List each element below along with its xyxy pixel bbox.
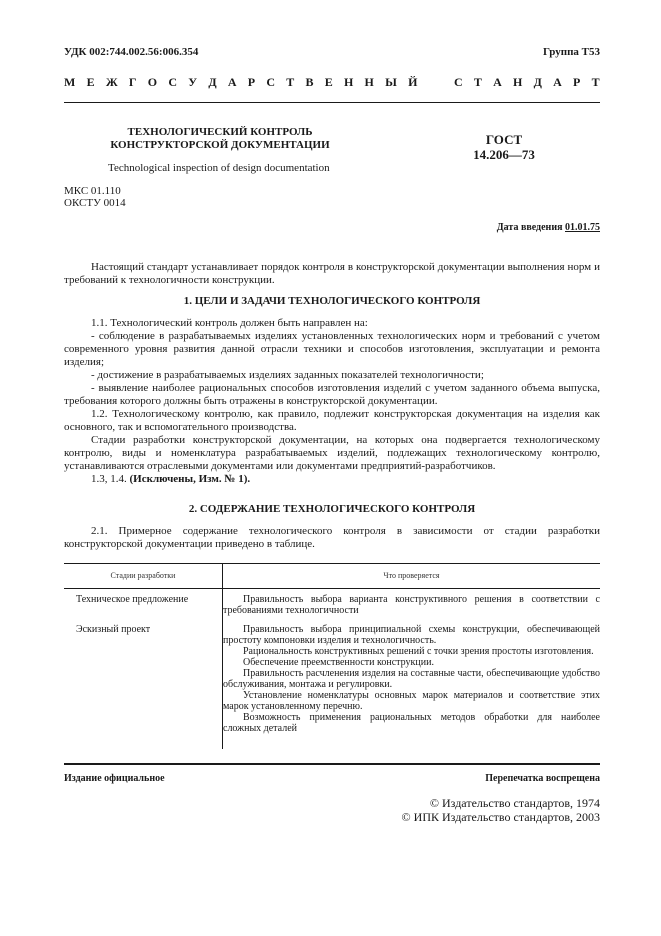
section-1-title: 1. ЦЕЛИ И ЗАДАЧИ ТЕХНОЛОГИЧЕСКОГО КОНТРОЛЯ bbox=[183, 295, 481, 307]
banner-letter: А bbox=[553, 75, 562, 89]
table-header-stage: Стадии разработки bbox=[110, 571, 176, 580]
banner-letter: С bbox=[266, 75, 275, 89]
check-item: Рациональность конструктивных решений с точки зрения простоты изготовления. bbox=[243, 646, 594, 657]
intro-date-value: 01.01.75 bbox=[565, 222, 600, 233]
section-2-title: 2. СОДЕРЖАНИЕ ТЕХНОЛОГИЧЕСКОГО КОНТРОЛЯ bbox=[188, 503, 476, 515]
table-row-stage: Техническое предложение bbox=[76, 594, 189, 605]
interstate-standard-banner bbox=[64, 75, 600, 90]
title-line: КОНСТРУКТОРСКОЙ ДОКУМЕНТАЦИИ bbox=[110, 139, 330, 151]
gost-label: ГОСТ bbox=[485, 132, 523, 147]
intro-paragraph bbox=[64, 261, 600, 287]
section-1-body bbox=[64, 317, 600, 486]
copyright-line: © ИПК Издательство стандартов, 2003 bbox=[401, 810, 600, 824]
okstu-code: ОКСТУ 0014 bbox=[64, 197, 126, 209]
gost-number: 14.206—73 bbox=[473, 147, 535, 162]
banner-letter: Р bbox=[247, 75, 256, 89]
banner-letter: М bbox=[64, 75, 76, 89]
paragraph: 2.1. Примерное содержание технологического контроля в зависимости от стадии разработки конструкторской документации приведено в таблице. bbox=[64, 525, 600, 550]
banner-rule bbox=[64, 102, 600, 103]
banner-letter: Ы bbox=[385, 75, 397, 89]
banner-letter: Н bbox=[364, 75, 374, 89]
banner-letter: Ж bbox=[105, 75, 118, 89]
intro-text: Настоящий стандарт устанавливает порядок контроля в конструкторской документации выполнения норм и требований к технологичности конструкции. bbox=[64, 261, 600, 286]
paragraph-excluded bbox=[64, 473, 600, 486]
banner-letter: Т bbox=[286, 75, 295, 89]
banner-letter: Р bbox=[573, 75, 581, 89]
copyright-block bbox=[402, 796, 600, 824]
banner-letter: В bbox=[305, 75, 314, 89]
table-header-check: Что проверяется bbox=[383, 571, 440, 580]
banner-letter: А bbox=[227, 75, 237, 89]
document-title bbox=[100, 126, 340, 152]
paragraph-excluded-note: (Исключены, Изм. № 1). bbox=[129, 473, 251, 485]
intro-date bbox=[497, 222, 600, 233]
banner-letter: О bbox=[147, 75, 158, 89]
udk-code: УДК 002:744.002.56:006.354 bbox=[64, 46, 199, 58]
title-line: ТЕХНОЛОГИЧЕСКИЙ КОНТРОЛЬ bbox=[127, 126, 313, 138]
banner-letter: Д bbox=[208, 75, 217, 89]
banner-letter: С bbox=[453, 75, 463, 89]
check-item: Обеспечение преемственности конструкции. bbox=[243, 657, 434, 668]
check-item: Возможность применения рациональных методов обработки для наиболее сложных деталей bbox=[223, 712, 600, 734]
banner-letter: Т bbox=[473, 75, 482, 89]
banner-letter: Е bbox=[324, 75, 333, 89]
banner-letter: Т bbox=[591, 75, 600, 89]
copyright-line: © Издательство стандартов, 1974 bbox=[429, 796, 600, 810]
table-row-stage: Эскизный проект bbox=[76, 624, 151, 635]
banner-letter: Й bbox=[408, 75, 418, 89]
footer-rule bbox=[64, 763, 600, 765]
banner-letter: Н bbox=[343, 75, 354, 89]
paragraph: - выявление наиболее рациональных способов изготовления изделий с учетом заданного объема выпуска, требования которого должны быть отражены в конструкторской документации. bbox=[64, 382, 600, 407]
mks-code: МКС 01.110 bbox=[64, 185, 121, 197]
group-code: Группа Т53 bbox=[542, 46, 600, 58]
check-item: Установление номенклатуры основных марок материалов и соответствие этих марок установленному перечню. bbox=[223, 690, 600, 712]
paragraph: 1.1. Технологический контроль должен быть направлен на: bbox=[91, 317, 368, 329]
banner-letter: У bbox=[188, 75, 198, 89]
english-title: Technological inspection of design documentation bbox=[108, 162, 330, 174]
banner-letter: С bbox=[168, 75, 178, 89]
paragraph: 1.2. Технологическому контролю, как правило, подлежит конструкторская документация на изделия как основного, так и вспомогательного производства. bbox=[64, 408, 600, 433]
banner-letter: Д bbox=[533, 75, 542, 89]
check-item: Правильность выбора варианта конструктивного решения в соответствии с требованиями технологичности bbox=[223, 594, 600, 616]
banner-letter: А bbox=[493, 75, 502, 89]
reprint-prohibited-label: Перепечатка воспрещена bbox=[485, 773, 600, 784]
paragraph: - соблюдение в разрабатываемых изделиях установленных технологических норм и требований с учетом современного уровня развития данной отрасли техники и способов изготовления, эксплуатации и ремонта изделия; bbox=[64, 330, 600, 368]
banner-letter: Е bbox=[86, 75, 95, 89]
banner-letter: Г bbox=[128, 75, 137, 89]
inspection-table bbox=[64, 563, 600, 749]
check-item: Правильность выбора принципиальной схемы конструкции, обеспечивающей простоту компоновки изделия и технологичность. bbox=[223, 624, 600, 646]
classification-codes bbox=[64, 185, 126, 209]
table-header-rule bbox=[64, 588, 600, 589]
section-2-body bbox=[64, 525, 600, 551]
paragraph-prefix: 1.3, 1.4. bbox=[91, 473, 127, 485]
official-edition-label: Издание официальное bbox=[64, 773, 165, 784]
check-item: Правильность расчленения изделия на составные части, обеспечивающие удобство обслуживания, монтажа и регулировки. bbox=[223, 668, 600, 690]
banner-letter: Н bbox=[513, 75, 523, 89]
paragraph: Стадии разработки конструкторской документации, на которых она подвергается технологическому контролю, виды и номенклатура разрабатываемых изделий, подлежащих технологическому контролю, устанавливаются отраслевыми документами или документами предприятий-разработчиков. bbox=[64, 434, 600, 472]
gost-designation bbox=[464, 132, 544, 162]
table-row-checks bbox=[223, 594, 600, 616]
table-row-checks bbox=[223, 624, 600, 734]
paragraph: - достижение в разрабатываемых изделиях заданных показателей технологичности; bbox=[91, 369, 484, 381]
intro-date-label: Дата введения bbox=[496, 222, 563, 233]
